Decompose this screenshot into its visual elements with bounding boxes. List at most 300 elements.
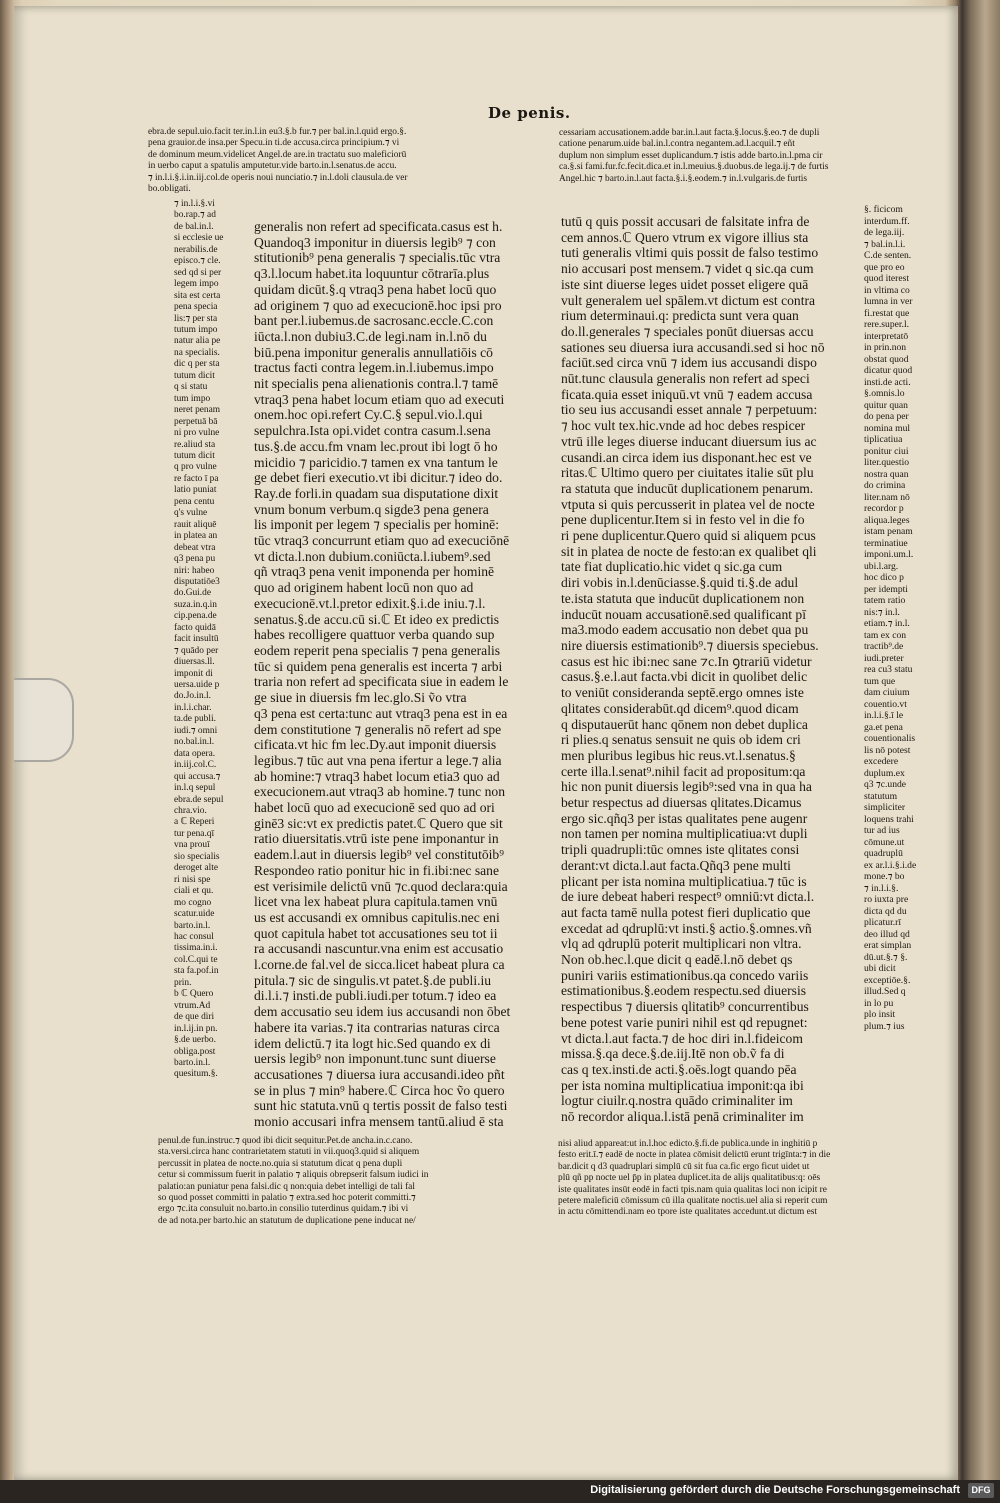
text-line: suza.in.q.in bbox=[174, 599, 217, 610]
text-line: hac consul bbox=[174, 932, 214, 942]
text-line: per idempti bbox=[864, 583, 908, 595]
text-line: terminatiue bbox=[864, 537, 908, 549]
text-line: de dominum meum.videlicet Angel.de are.in tractatu suo maleficiorū bbox=[148, 149, 407, 160]
text-line: in.l.q sepul bbox=[174, 783, 216, 794]
text-line: in actu cōmittendi.nam eo tpore iste qualitates accedunt.ut dictum est bbox=[558, 1207, 818, 1218]
text-line: cas q tex.insti.de acti.§.oēs.logt quando pēa bbox=[561, 1061, 797, 1077]
text-line: de lega.iij. bbox=[864, 227, 905, 238]
text-line: nūt.tunc clausula generalis non refert ad speci bbox=[561, 371, 810, 387]
text-line: perpetuā bā bbox=[174, 416, 218, 427]
text-line: nire diuersis estimationib⁹.⁊ diuersis speciebus. bbox=[561, 637, 819, 653]
text-line: na specialis. bbox=[174, 347, 220, 358]
text-line: senatus.§.de accu.cū si.ℂ Et ideo ex predictis bbox=[254, 611, 500, 627]
text-line: nostra quan bbox=[864, 468, 909, 480]
text-line: uersis legib⁹ non imponunt.tunc sunt diuerse bbox=[254, 1051, 496, 1067]
text-line: facto quidā bbox=[174, 622, 216, 633]
text-line: ⁊ hoc vult tex.hic.vnde ad hoc debes respicer bbox=[561, 418, 806, 434]
text-line: niri: habeo bbox=[174, 565, 215, 576]
text-line: ⁊ in.l.i.§.i.in.iij.col.de operis noui nunciatio.⁊ in.l.doli clausula.de ver bbox=[148, 172, 408, 183]
text-line: Quandoq3 imponitur in diuersis legib⁹ ⁊ con bbox=[254, 234, 496, 250]
text-line: tur pena.qī bbox=[174, 828, 215, 839]
text-line: micidio ⁊ paricidio.⁊ tamen ex vna tantum le bbox=[254, 454, 498, 470]
text-line: ex ar.l.i.§.i.de bbox=[864, 859, 917, 871]
text-line: q3 pena pu bbox=[174, 554, 216, 565]
text-line: de que diri bbox=[174, 1012, 215, 1023]
text-line: vtraq3 pena habet locum etiam quo ad executi bbox=[254, 391, 505, 407]
text-line: ⁊ in.l.i.§. bbox=[864, 882, 899, 894]
text-line: duplum non simplum esset duplicandum.⁊ istis adde barto.in.l.pma cir bbox=[559, 150, 823, 161]
text-line: recordor p bbox=[864, 503, 904, 514]
dfg-logo: DFG bbox=[968, 1483, 994, 1498]
text-line: q3 ⁊c.unde bbox=[864, 779, 907, 790]
text-line: cessariam accusationem.adde bar.in.l.aut facta.§.locus.§.eo.⁊ de dupli bbox=[559, 128, 820, 138]
text-line: statutum bbox=[864, 790, 898, 802]
text-line: eadem.l.aut in diuersis legib⁹ vel constitutōib⁹ bbox=[254, 847, 504, 863]
text-line: ponitur ciui bbox=[864, 445, 909, 457]
text-line: ubi.l.arg. bbox=[864, 560, 899, 572]
text-line: habere ita varias.⁊ ita contrarias naturas circa bbox=[254, 1019, 500, 1035]
text-line: hoc dico p bbox=[864, 572, 904, 583]
text-line: tur ad ius bbox=[864, 825, 900, 836]
text-line: mone.⁊ bo bbox=[864, 871, 905, 882]
text-line: non tamen per nomina multiplicatiua:vt dupli bbox=[561, 826, 808, 842]
text-line: deo illud qd bbox=[864, 928, 910, 940]
text-line: excedat ad qdruplū:vt insti.§ actio.§.omnes.vñ bbox=[561, 920, 812, 936]
text-line: pena centu bbox=[174, 496, 215, 507]
text-line: generalis non refert ad specificata.casus est h. bbox=[254, 219, 503, 234]
text-line: q pro vulne bbox=[174, 462, 217, 473]
text-line: pene duplicentur.Item si in festo vel in die fo bbox=[561, 512, 805, 528]
text-line: in.l.i.§.ī le bbox=[864, 710, 904, 721]
text-line: quitur quan bbox=[864, 399, 908, 411]
text-line: faciūt.sed circa vnū ⁊ idem ius accusandi dispo bbox=[561, 355, 817, 371]
text-line: dic q per sta bbox=[174, 359, 220, 370]
text-line: betur respectus ad diuersas qlitates.Dicamus bbox=[561, 795, 802, 811]
text-line: dem constitutione ⁊ generalis nō refert ad spe bbox=[254, 721, 502, 737]
text-line: §.omnis.lo bbox=[864, 388, 905, 399]
text-line: barto.in.l. bbox=[174, 1057, 211, 1068]
text-line: loquens trahi bbox=[864, 813, 914, 825]
text-line: chra.vio. bbox=[174, 806, 207, 817]
text-line: tum que bbox=[864, 675, 896, 687]
text-line: aliqua.leges bbox=[864, 514, 910, 526]
text-line: ergo sic.qñq3 per istas qualitates pene augenr bbox=[561, 810, 808, 826]
text-line: monio accusari infra mensem tantū.aliud ē sta bbox=[254, 1114, 504, 1130]
text-line: obliga.post bbox=[174, 1046, 216, 1057]
text-line: do.Gui.de bbox=[174, 588, 211, 599]
text-line: q3.l.locum habet.ita loquuntur cōtrarīa.plus bbox=[254, 266, 490, 282]
text-line: rere.super.l. bbox=[864, 319, 910, 330]
text-line: vna prouī bbox=[174, 840, 210, 851]
text-line: rauit aliquē bbox=[174, 519, 217, 530]
text-line: to veniūt consideranda septē.ergo omnes iste bbox=[561, 685, 804, 701]
text-line: si ecclesie ue bbox=[174, 233, 224, 244]
text-line: §.de uerbo. bbox=[174, 1035, 216, 1046]
text-line: in prin.non bbox=[864, 342, 907, 353]
text-line: do.Jo.in.l. bbox=[174, 691, 211, 702]
text-line: puniri variis estimationibus.qa concedo variis bbox=[561, 967, 809, 983]
text-line: q3 pena est certa:tunc aut vtraq3 pena est in ea bbox=[254, 705, 508, 721]
text-line: q disputauerūt hanc qōnem non debet duplica bbox=[561, 716, 808, 732]
text-line: ergo ⁊c.ita consuluit no.barto.in consilio tuterdinus quidam.⁊ ibi vi bbox=[158, 1204, 409, 1215]
text-line: diri vobis in.l.denūciasse.§.quid ti.§.de adul bbox=[561, 575, 799, 591]
text-line: exceptiōe.§. bbox=[864, 974, 911, 986]
text-line: imponi.um.l. bbox=[864, 549, 914, 560]
text-line: q's vulne bbox=[174, 508, 208, 519]
text-line: ta.de publi. bbox=[174, 714, 216, 725]
text-line: Respondeo ratio ponitur hic in fi.ibi:nec sane bbox=[254, 862, 500, 878]
text-line: tractib⁹.de bbox=[864, 641, 904, 652]
text-line: ra accusandi nascuntur.vna enim est accusatio bbox=[254, 941, 504, 957]
text-line: nit specialis pena alienationis contra.l.⁊ tamē bbox=[254, 376, 499, 392]
text-line: ca.§.si fami.fur.fc.fecit.dica.et in.l.meuius.§.duobus.de lega.ij.⁊ de furtis bbox=[559, 162, 829, 173]
text-line: do.ll.generales ⁊ speciales ponūt diuersas accu bbox=[561, 323, 814, 339]
text-line: iūcta.l.non dubiu3.C.de legi.nam in.l.nō du bbox=[254, 328, 487, 344]
text-line: in.iij.col.C. bbox=[174, 760, 217, 771]
text-line: tate fiat duplicatio.hic videt q sic.ga cum bbox=[561, 559, 783, 575]
text-line: tuti generalis vltimi quis possit de falso testimo bbox=[561, 245, 819, 261]
text-line: ficata.quia esset iniquū.vt vnū ⁊ eadem accusa bbox=[561, 386, 813, 402]
text-line: festo erit.ī.⁊ eadē de nocte in platea cōmisit delictū erunt trigīnta:⁊ in die bbox=[558, 1150, 831, 1161]
text-line: quesitum.§. bbox=[174, 1069, 218, 1080]
text-line: vult generalem uel spālem.vt dictum est contra bbox=[561, 292, 816, 308]
text-line: latio puniat bbox=[174, 485, 217, 496]
text-line: vt dicta.l.aut facta.⁊ de hoc diri in.l.fideicom bbox=[561, 1030, 803, 1046]
text-line: Non ob.hec.l.que dicit q eadē.l.nō debet qs bbox=[561, 952, 793, 968]
text-line: couentio.vt bbox=[864, 698, 907, 710]
text-line: sta fa.pof.in bbox=[174, 966, 219, 977]
text-line: tus.§.de accu.fm vnam lec.prout ibi logt ō ho bbox=[254, 438, 498, 454]
text-line: licet vna lex habeat plura capitula.tamen vnū bbox=[254, 894, 498, 910]
text-line: penul.de fun.instruc.⁊ quod ibi dicit sequitur.Pet.de ancha.in.c.cano. bbox=[158, 1136, 413, 1146]
text-line: ga.et pena bbox=[864, 721, 903, 733]
text-line: rea cu3 statu bbox=[864, 664, 913, 675]
text-line: idem delictū.⁊ ita logt hic.Sed quando ex di bbox=[254, 1035, 491, 1051]
text-line: natur alia pe bbox=[174, 336, 221, 347]
text-line: col.C.qui te bbox=[174, 954, 218, 965]
text-line: dicta qd du bbox=[864, 905, 907, 917]
gloss-top-right bbox=[559, 128, 929, 185]
text-line: bo.obligati. bbox=[148, 184, 191, 195]
text-line: casus.§.e.l.aut facta.vbi dicit in quolibet delic bbox=[561, 669, 808, 685]
text-line: neret penam bbox=[174, 405, 221, 416]
text-line: qñ vtraq3 pena venit imponenda per hominē bbox=[254, 564, 495, 580]
text-line: debeat vtra bbox=[174, 542, 216, 553]
text-line: ginē3 sic:vt ex predictis patet.ℂ Quero que sit bbox=[254, 815, 503, 831]
text-line: pena grauior.de insa.per Specu.in ti.de accusa.circa principium.⁊ vi bbox=[148, 138, 400, 149]
text-line: vtputa si quis percusserit in platea vel de nocte bbox=[561, 496, 815, 512]
text-line: do crimina bbox=[864, 480, 906, 491]
running-header: De penis. bbox=[488, 104, 571, 122]
text-line: accusationes ⁊ diuersa iura accusandi.ideo pñt bbox=[254, 1066, 505, 1082]
text-line: pitula.⁊ sic de singulis.vt patet.§.de publi.iu bbox=[254, 972, 492, 988]
text-line: sed qd si per bbox=[174, 267, 222, 278]
text-line: tio seu ius accusandi esset annale ⁊ perpetuum: bbox=[561, 402, 818, 418]
text-line: qlitates considerabūt.qd dicem⁹.quod dicam bbox=[561, 700, 799, 716]
text-line: interdum.ff. bbox=[864, 215, 910, 227]
text-line: est verisimile delictū vnū ⁊c.quod declara:quia bbox=[254, 878, 508, 894]
text-line: ri nisi spe bbox=[174, 874, 211, 885]
text-line: nio accusari post mensem.⁊ videt q sic.qa cum bbox=[561, 261, 814, 277]
text-line: men pluribus legibus hic reus.vt.l.senatus.§ bbox=[561, 747, 796, 763]
main-column-left bbox=[254, 219, 544, 1130]
text-line: aut facta tamē nulla potest fieri duplicatio que bbox=[561, 904, 811, 920]
text-line: excedere bbox=[864, 756, 899, 767]
text-line: dem accusatio seu idem ius accusandi non ōbet bbox=[254, 1004, 511, 1020]
text-line: quidam dicūt.§.q vtraq3 pena habet locū quo bbox=[254, 281, 497, 297]
text-line: cificata.vt hic fm lec.Dy.aut imponit diuersis bbox=[254, 737, 497, 753]
text-line: plicatur.rī bbox=[864, 917, 902, 928]
text-line: sit in platea de nocte de festo:an ex qualibet qli bbox=[561, 543, 817, 559]
text-line: sationes seu diuersa iura accusandi.sed si hoc nō bbox=[561, 339, 825, 355]
text-line: mo cogno bbox=[174, 897, 212, 908]
text-line: §. ficicom bbox=[864, 204, 903, 215]
text-line: cusandi.an circa idem ius disponant.hec est ve bbox=[561, 449, 812, 465]
text-line: ge siue in diuersis fm lec.glo.Si ṽo vtra bbox=[254, 690, 467, 706]
text-line: ritas.ℂ Ultimo quero per ciuitates italie sūt plu bbox=[561, 465, 814, 481]
text-line: diuersas.ll. bbox=[174, 657, 215, 668]
text-line: ebra.de sepul.uio.facit ter.in.l.in eu3.§.b fur.⁊ per bal.in.l.quid ergo.§. bbox=[148, 127, 407, 137]
text-line: iste qualitates insūt eodē in facti tpis.nam quia qualitas loci non icipit re bbox=[558, 1184, 827, 1195]
text-line: data opera. bbox=[174, 748, 216, 759]
text-line: episco.⁊ cle. bbox=[174, 256, 221, 267]
text-line: lis nō potest bbox=[864, 744, 911, 756]
text-line: vlq ad qdruplū poterit multiplicari non vltra. bbox=[561, 936, 802, 952]
text-line: dū.ut.§.⁊ §. bbox=[864, 951, 908, 963]
text-line: quod iterest bbox=[864, 273, 910, 284]
text-line: a ℂ Reperi bbox=[174, 817, 215, 828]
text-line: hic non punit diuersis legib⁹:sed vna in qua ha bbox=[561, 779, 812, 795]
text-line: istam penam bbox=[864, 526, 913, 537]
text-line: erat simplan bbox=[864, 940, 912, 951]
text-line: stitutionib⁹ pena generalis ⁊ specialis.tūc vtra bbox=[254, 250, 501, 266]
text-line: interpretatō bbox=[864, 330, 909, 342]
text-line: ⁊ quādo per bbox=[174, 645, 219, 656]
text-line: palatio:an puniatur pena falsi.dic q non:quia debet intelligi de tali fal bbox=[158, 1181, 415, 1192]
text-line: lis:⁊ per sta bbox=[174, 313, 218, 324]
text-line: habes recolligere quattuor verba quando sup bbox=[254, 627, 495, 643]
text-line: etiam.⁊ in.l. bbox=[864, 618, 910, 629]
text-line: tūc si quidem pena generalis est incerta ⁊ arbi bbox=[254, 658, 503, 674]
text-line: petere maleficiū cōmissum cū illa qualitate noctis.uel alia si reperit cum bbox=[558, 1196, 828, 1207]
funding-note: Digitalisierung gefördert durch die Deutsche Forschungsgemeinschaft bbox=[590, 1484, 960, 1496]
text-line: Ray.de forli.in quadam sua disputatione dixit bbox=[254, 485, 499, 501]
text-line: se in plus ⁊ min⁹ habere.ℂ Circa hoc ṽo quero bbox=[254, 1082, 505, 1098]
text-line: lis imponit per legem ⁊ specialis per hominē: bbox=[254, 517, 499, 533]
text-line: obstat quod bbox=[864, 353, 909, 365]
text-line: in.l.ij.in pn. bbox=[174, 1023, 218, 1034]
text-line: uersa.uide p bbox=[174, 680, 220, 691]
text-line: quot capitula habet tot accusationes seu tot ii bbox=[254, 925, 498, 941]
text-line: nō recordor aliqua.l.istā penā criminaliter im bbox=[561, 1109, 804, 1125]
gloss-bottom-left bbox=[158, 1136, 538, 1227]
text-line: derant:vt dicta.l.aut facta.Qñq3 pene multi bbox=[561, 857, 791, 873]
text-line: in platea an bbox=[174, 531, 218, 542]
side-notes-right bbox=[864, 204, 926, 1064]
text-line: de bal.in.l. bbox=[174, 221, 214, 232]
text-line: no.bal.in.l. bbox=[174, 737, 215, 748]
text-line: ubi dicit bbox=[864, 963, 896, 974]
text-line: re facto ī pa bbox=[174, 473, 219, 484]
text-line: sepulchra.Ista opi.videt contra casum.l.sena bbox=[254, 423, 491, 439]
text-line: in lo pu bbox=[864, 997, 894, 1009]
text-line: tatem ratio bbox=[864, 595, 906, 606]
text-line: l.corne.de fal.vel de sicca.licet habeat plura ca bbox=[254, 957, 505, 973]
footer-bar bbox=[0, 1480, 1000, 1503]
text-line: sta.versi.circa hanc contrarietatem statuti in vii.quoq3.quid si aliquem bbox=[158, 1147, 420, 1158]
text-line: re.aliud sta bbox=[174, 439, 216, 450]
text-line: tripli quadrupli:tūc omnes iste qlitates consi bbox=[561, 842, 800, 858]
text-line: cetur si commissum fuerit in palatio ⁊ aliquis obrepserit falsum iudici in bbox=[158, 1170, 429, 1181]
text-line: scatur.uide bbox=[174, 909, 215, 920]
text-line: us est accusandi ex omnibus capitulis.nec eni bbox=[254, 909, 500, 925]
text-line: quadruplū bbox=[864, 848, 903, 859]
text-line: disputatiōe3 bbox=[174, 576, 220, 587]
text-line: liter.nam nō bbox=[864, 491, 910, 503]
text-line: tissima.in.i. bbox=[174, 943, 218, 954]
text-line: duplum.ex bbox=[864, 767, 905, 779]
text-line: de iure debeat haberi respect⁹ omniū:vt dicta.l. bbox=[561, 889, 815, 905]
text-line: tam ex con bbox=[864, 629, 907, 641]
text-line: in vltima co bbox=[864, 284, 910, 296]
text-line: in.l.i.char. bbox=[174, 702, 212, 713]
text-line: tūc vtraq3 concurrunt etiam quo ad execuciōnē bbox=[254, 533, 510, 549]
text-line: plū qñ pp nocte uel p̄p in platea duplicet.ita de alijs qualitatibus:q: oēs bbox=[558, 1173, 821, 1184]
text-line: vtrum.Ad bbox=[174, 1000, 211, 1011]
text-line: execucionē.vt.l.pretor edixit.§.i.de iniu.⁊.l. bbox=[254, 595, 486, 611]
side-notes-left bbox=[174, 199, 236, 1080]
text-line: tutū q quis possit accusari de falsitate infra de bbox=[561, 214, 810, 229]
text-line: estimationibus.§.eodem respectu.sed diuersis bbox=[561, 983, 807, 999]
text-line: ro iuxta pre bbox=[864, 894, 909, 905]
text-line: q si statu bbox=[174, 382, 208, 393]
text-line: b ℂ Quero bbox=[174, 989, 214, 1000]
text-line: dicatur quod bbox=[864, 365, 913, 376]
text-line: plo insit bbox=[864, 1009, 896, 1020]
text-line: ad originem ⁊ quo ad execucionē.hoc ipsi pro bbox=[254, 297, 502, 313]
text-line: ri pene duplicentur.Quero quid si aliquem pcus bbox=[561, 528, 816, 544]
text-line: te.ista statuta que inducūt duplicationem non bbox=[561, 590, 805, 606]
text-line: so quod posset committi in palatio ⁊ extra.sed hoc poterit committi.⁊ bbox=[158, 1193, 416, 1204]
text-line: liter.questio bbox=[864, 457, 910, 468]
text-line: sunt hic statuta.vnū q tertis possit de falso testi bbox=[254, 1098, 508, 1114]
text-line: tiplicatiua bbox=[864, 434, 903, 445]
page-clip bbox=[14, 678, 74, 762]
text-line: dam ciuium bbox=[864, 687, 910, 698]
text-line: plum.⁊ ius bbox=[864, 1020, 905, 1032]
text-line: per ista nomina multiplicatiua imponit:qa ibi bbox=[561, 1077, 804, 1093]
text-line: biū.pena imponitur generalis annullatiōis cō bbox=[254, 344, 493, 360]
text-line: di.l.i.⁊ insti.de publi.iudi.per totum.⁊ ideo ea bbox=[254, 988, 497, 1004]
text-line: respectibus ⁊ diuersis qlitatib⁹ concurrentibus bbox=[561, 999, 809, 1015]
text-line: ciali et qu. bbox=[174, 886, 214, 897]
text-line: iudi.preter bbox=[864, 652, 904, 664]
text-line: bo.rap.⁊ ad bbox=[174, 210, 216, 221]
text-line: couentionalis bbox=[864, 733, 916, 744]
text-line: nis:⁊ in.l. bbox=[864, 606, 900, 618]
text-line: sita est certa bbox=[174, 290, 221, 301]
text-line: nomina mul bbox=[864, 422, 911, 434]
text-line: sio specialis bbox=[174, 851, 220, 862]
gloss-top-left bbox=[148, 127, 448, 195]
text-line: vt dicta.l.non dubium.coniūcta.l.iubem⁹.sed bbox=[254, 548, 491, 564]
main-column-right bbox=[561, 214, 855, 1125]
text-line: in uerbo caput a spatulis amputetur.vide barto.in.l.senatus.de accu. bbox=[148, 161, 397, 172]
text-line: ⁊ in.l.i.§.vi bbox=[174, 199, 215, 209]
text-line: certe illa.l.senat⁹.nihil facit ad propositum:qa bbox=[561, 763, 806, 779]
text-line: tum impo bbox=[174, 393, 211, 404]
text-line: cem annos.ℂ Quero vtrum ex vigore illius sta bbox=[561, 229, 809, 245]
text-line: tutum dicit bbox=[174, 450, 215, 461]
text-line: ma3.modo eadem accusatio non debet qua pu bbox=[561, 622, 809, 638]
text-line: missa.§.qa dece.§.de.iij.Itē non ob.ṽ fa di bbox=[561, 1046, 785, 1062]
text-line: iste sint diuerse leges uidet posset eligere quā bbox=[561, 276, 809, 292]
text-line: catione penarum.uide bal.in.l.contra negantem.ad.l.acquil.⁊ eñt bbox=[559, 139, 795, 150]
text-line: insti.de acti. bbox=[864, 376, 911, 388]
text-line: ni pro vulne bbox=[174, 428, 220, 439]
text-line: cip.pena.de bbox=[174, 611, 217, 622]
text-line: tractus facti contra legem.in.l.iubemus.impo bbox=[254, 360, 494, 376]
text-line: nisi aliud appareat:ut in.l.hoc edicto.§.fi.de publica.unde in inghitiū p bbox=[558, 1139, 818, 1149]
text-line: vnum bonum verbum.q sigde3 pena genera bbox=[254, 501, 489, 517]
text-line: ri plies.q senatus sensuit ne quis ob idem cri bbox=[561, 732, 801, 748]
text-line: Angel.hic ⁊ barto.in.l.aut facta.§.i.§.eodem.⁊ in.l.vulgaris.de furtis bbox=[559, 173, 808, 184]
text-line: ratio diuersitatis.vtrū iste pene imponantur in bbox=[254, 831, 499, 847]
text-line: ge debet fieri executio.vt ibi dicitur.⁊ ideo do. bbox=[254, 470, 503, 486]
text-line: ebra.de sepul bbox=[174, 794, 224, 805]
text-line: onem.hoc opi.refert Cy.C.§ sepul.vio.l.qui bbox=[254, 407, 483, 423]
text-line: plicant per ista nomina multiplicatiua.⁊ tūc is bbox=[561, 873, 807, 889]
text-line: habet locū quo ad execucionē sed quo ad ori bbox=[254, 800, 495, 816]
text-line: fi.restat que bbox=[864, 307, 910, 319]
text-line: lumna in ver bbox=[864, 296, 913, 307]
text-line: pena specia bbox=[174, 302, 218, 313]
text-line: legibus.⁊ tūc aut vna pena ifertur a lege.⁊ alia bbox=[254, 752, 502, 768]
text-line: inducūt nouam accusationē.sed qualificant pī bbox=[561, 606, 806, 622]
text-line: bant per.l.iubemus.de sacrosanc.eccle.C.con bbox=[254, 313, 494, 329]
text-line: quo ad originem habent locū non quo ad bbox=[254, 580, 474, 596]
text-line: casus est hic ibi:nec sane ⁊c.In ꝯtrariū videtur bbox=[561, 653, 812, 669]
text-line: barto.in.l. bbox=[174, 920, 211, 931]
text-line: do pena per bbox=[864, 411, 909, 422]
text-line: facit insultū bbox=[174, 634, 219, 645]
text-line: vtrū ille leges diuerse inducant diuersum ius ac bbox=[561, 433, 817, 449]
text-line: legem impo bbox=[174, 279, 219, 290]
text-line: tutum dicit bbox=[174, 370, 215, 381]
text-line: qui accusa.⁊ bbox=[174, 771, 221, 782]
text-line: deroget alte bbox=[174, 863, 218, 874]
text-line: tutum impo bbox=[174, 324, 218, 335]
book-page bbox=[14, 6, 958, 1480]
gloss-bottom-right bbox=[558, 1139, 920, 1219]
text-line: prin. bbox=[174, 977, 192, 988]
text-line: C.de senten. bbox=[864, 250, 912, 261]
text-line: traria non refert ad specificata siue in eadem le bbox=[254, 674, 509, 690]
text-line: logtur ciuilr.q.nostra quādo criminaliter im bbox=[561, 1093, 793, 1109]
text-line: ⁊ bal.in.l.i. bbox=[864, 238, 906, 250]
text-line: rium determinaui.q: predicta sunt vera quan bbox=[561, 308, 799, 324]
text-line: percussit in platea de nocte.no.quia si statutum dicat q pena dupli bbox=[158, 1158, 403, 1169]
text-line: que pro eo bbox=[864, 261, 905, 273]
text-line: eodem reperit pena specialis ⁊ pena generalis bbox=[254, 642, 501, 658]
text-line: bene potest varie puniri nihil est qd repugnet: bbox=[561, 1014, 808, 1030]
text-line: bar.dicit q d3 quadruplari simplū cū sit fua ca.fic ergo ficut uidet ut bbox=[558, 1161, 810, 1172]
text-line: nerabilis.de bbox=[174, 244, 218, 255]
text-line: iudi.⁊ omni bbox=[174, 725, 218, 736]
text-line: ab homine:⁊ vtraq3 habet locum etia3 quo ad bbox=[254, 768, 500, 784]
text-line: imponit di bbox=[174, 668, 213, 679]
text-line: de ad nota.per barto.hic an statutum de duplicatione pene inducat ne/ bbox=[158, 1215, 416, 1226]
